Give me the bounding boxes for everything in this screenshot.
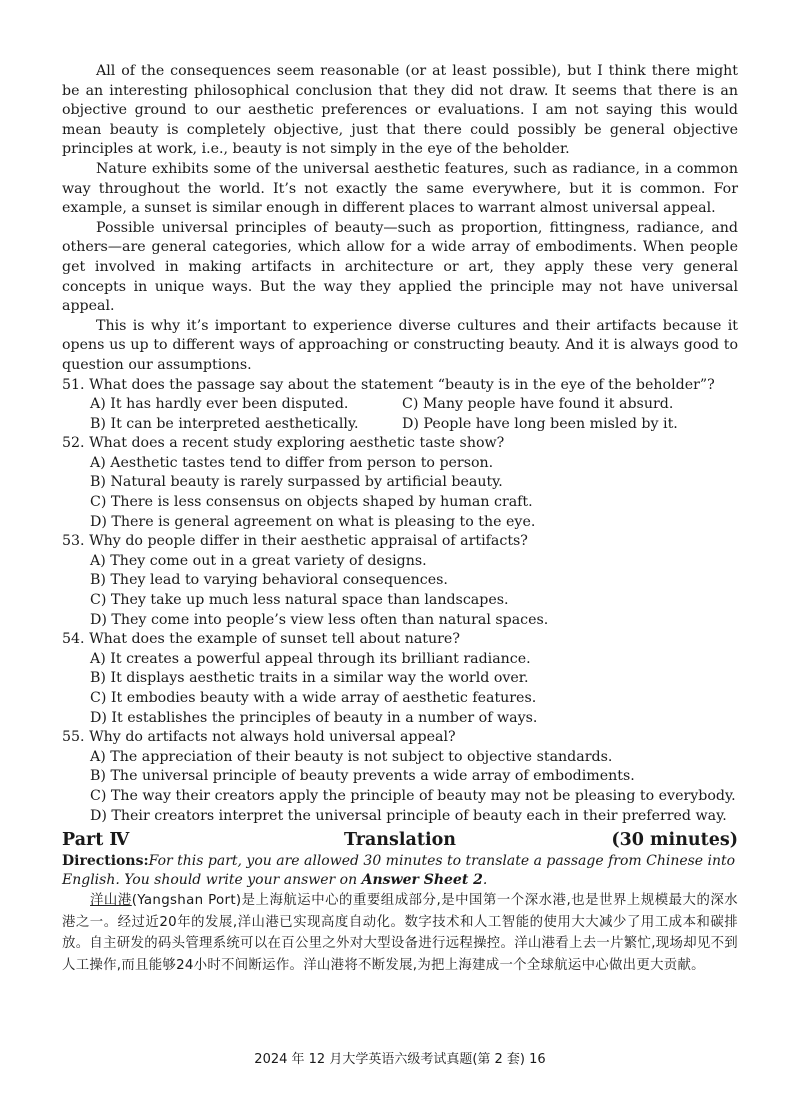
option-d: D) There is general agreement on what is pleasing to the eye.: [90, 513, 536, 530]
part-title: Translation: [344, 830, 456, 851]
option-c: C) It embodies beauty with a wide array of aesthetic features.: [90, 690, 537, 706]
directions-text: For this part, you are allowed 30 minutes to translate a passage from Chinese into English. You should write your answer on: [62, 853, 736, 889]
part-label: Part Ⅳ: [62, 830, 130, 851]
option-b: B) The universal principle of beauty prevents a wide array of embodiments.: [90, 768, 635, 785]
question-stem: 53. Why do people differ in their aesthetic appraisal of artifacts?: [62, 533, 528, 550]
option-a: A) They come out in a great variety of designs.: [90, 552, 427, 569]
answer-sheet: Answer Sheet 2: [361, 872, 483, 889]
question-54: [62, 630, 738, 728]
options: [62, 395, 738, 434]
option-c: C) There is less consensus on objects shaped by human craft.: [90, 494, 533, 511]
part-time: (30 minutes): [611, 830, 738, 851]
port-name: 洋山港: [90, 893, 132, 909]
question-stem: 51. What does the passage say about the statement “beauty is in the eye of the beholder”?: [62, 376, 715, 393]
option-a: A) It has hardly ever been disputed.: [90, 396, 349, 413]
question-52: [62, 434, 738, 532]
option-b: B) They lead to varying behavioral consequences.: [90, 572, 448, 589]
passage-paragraph-4: This is why it’s important to experience diverse cultures and their artifacts because it opens us up to different ways of approaching or constructing beauty. And it is always good to question our assumptions.: [62, 317, 738, 373]
translation-text: (Yangshan Port)是上海航运中心的重要组成部分,是中国第一个深水港,也是世界上规模最大的深水港之一。经过近20年的发展,洋山港已实现高度自动化。数字技术和人工智能的使用大大减少了用工成本和碳排放。自主研发的码头管理系统可以在百公里之外对大型设备进行远程操控。洋山港看上去一片繁忙,现场却见不到人工操作,而且能够24小时不间断运作。洋山港将不断发展,为把上海建成一个全球航运中心做出更大贡献。: [62, 893, 738, 973]
question-51: [62, 376, 738, 435]
part-heading: [62, 828, 738, 852]
question-stem: 52. What does a recent study exploring aesthetic taste show?: [62, 435, 505, 452]
passage-paragraph-3: Possible universal principles of beauty—such as proportion, fittingness, radiance, and others—are general categories, which allow for a wide array of embodiments. When people get involved in making artifacts in architecture or art, they apply these very general concepts in unique ways. But the way they applied the principle may not have universal appeal.: [62, 219, 738, 315]
passage-paragraph-2: Nature exhibits some of the universal aesthetic features, such as radiance, in a common way throughout the world. It’s not exactly the same everywhere, but it is common. For example, a sunset is similar enough in different places to warrant almost universal appeal.: [62, 160, 738, 217]
question-53: [62, 532, 738, 630]
option-a: A) Aesthetic tastes tend to differ from person to person.: [90, 454, 494, 471]
question-stem: 55. Why do artifacts not always hold universal appeal?: [62, 729, 456, 746]
translation-passage: [62, 890, 738, 976]
option-a: A) The appreciation of their beauty is not subject to objective standards.: [90, 748, 613, 765]
page-footer: 2024 年 12 月大学英语六级考试真题(第 2 套) 16: [254, 1052, 546, 1067]
option-b: B) Natural beauty is rarely surpassed by artificial beauty.: [90, 474, 503, 491]
page-content: [62, 62, 738, 976]
option-d: D) Their creators interpret the universal principle of beauty each in their preferred way.: [90, 807, 727, 824]
passage-paragraph-1: All of the consequences seem reasonable (or at least possible), but I think there might be an interesting philosophical conclusion that they did not draw. It seems that there is an objective ground to our aesthetic preferences or evaluations. I am not saying this would mean beauty is completely objective, just that there could possibly be general objective principles at work, i.e., beauty is not simply in the eye of the beholder.: [62, 63, 738, 158]
question-stem: 54. What does the example of sunset tell about nature?: [62, 631, 460, 648]
option-d: D) It establishes the principles of beauty in a number of ways.: [90, 709, 538, 726]
question-55: [62, 728, 738, 826]
directions-end: .: [482, 872, 488, 889]
option-b: B) It can be interpreted aesthetically.: [90, 415, 359, 432]
option-c: C) Many people have found it absurd.: [402, 396, 674, 413]
option-c: C) The way their creators apply the principle of beauty may not be pleasing to everybody.: [90, 787, 736, 804]
option-d: D) People have long been misled by it.: [402, 415, 678, 432]
directions-label: Directions:: [62, 853, 149, 870]
option-c: C) They take up much less natural space than landscapes.: [90, 592, 509, 609]
directions: [62, 852, 738, 890]
option-b: B) It displays aesthetic traits in a similar way the world over.: [90, 670, 529, 687]
option-a: A) It creates a powerful appeal through its brilliant radiance.: [90, 650, 531, 667]
option-d: D) They come into people’s view less often than natural spaces.: [90, 611, 549, 628]
